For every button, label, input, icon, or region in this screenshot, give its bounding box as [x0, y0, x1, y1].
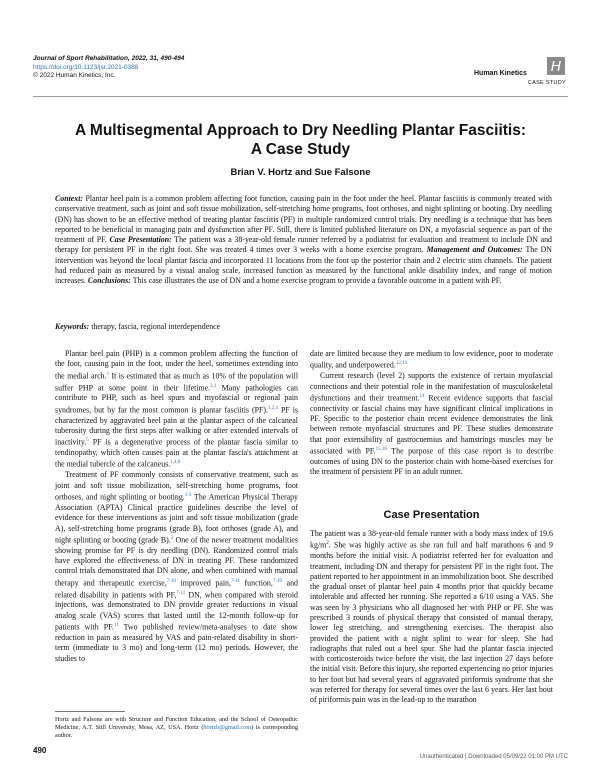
citation-ref[interactable]: 11: [113, 623, 119, 629]
intro-paragraph-3: Current research (level 2) supports the existence of certain myofascial connections and their potential role in the manifestation of musculoskeletal dysfunctions and their treatment.$^{14}$ Recent evidence supports that fascial connectivity or fascial chains may have significant clinical implications in PF. Specific to the posterior chain recent evidence demonstrates the link between remote myofascial structures and PF. These studies demonstrate that poor extensibility of gastrocnemius and hamstrings muscles may be associated with PF.$^{15,16}$ The purpose of this case report is to describe outcomes of using DN to the posterior chain with home-based exercises for the treatment of persistent PF in an adult runner.: [310, 371, 553, 477]
citation-ref[interactable]: 7-10: [272, 578, 282, 584]
right-column: [310, 349, 553, 477]
journal-citation: Journal of Sport Rehabilitation, 2022, 31, 490-494: [33, 55, 185, 62]
footnote-text-2: ) is corresponding author.: [55, 724, 298, 739]
keywords-label: Keywords:: [55, 322, 90, 331]
left-column: [55, 349, 298, 664]
citation-ref[interactable]: 1-3: [184, 492, 192, 498]
citation-ref[interactable]: 1,2,4: [268, 405, 278, 411]
citation-ref[interactable]: 7-11: [176, 590, 186, 596]
intro-paragraph-1: Plantar heel pain (PHP) is a common problem affecting the function of the foot, causing pain in the foot, under the heel, sometimes extending into the medial arch.$^1$ It is estimated that as much as 10% of the population will suffer PHP at some point in their lifetime.$^{2,3}$ Many pathologies can contribute to PHP, such as heel spurs and myofascial or regional pain syndromes, but by far the most common is plantar fasciitis (PF).$^{1,2,4}$ PF is characterized by aggravated heel pain at the plantar aspect of the calcaneal tuberosity during the first steps after walking or after extended intervals of inactivity.$^5$ PF is a degenerative process of the plantar fascia similar to tendinopathy, which often causes pain at the plantar fascia's attachment at the medial tubercle of the calcaneus.$^{1,4,6}$: [55, 349, 299, 470]
abstract-case-label: Case Presentation:: [109, 235, 172, 245]
keywords-list: therapy, fascia, regional interdependence: [91, 322, 221, 331]
citation-ref[interactable]: 12,13: [395, 361, 408, 367]
abstract-context-label: Context:: [55, 194, 84, 203]
author-footnote: [55, 716, 298, 740]
doi-link[interactable]: https://doi.org/10.1123/jsr.2021-0388: [33, 63, 139, 71]
article-title: [33, 121, 568, 159]
citation-ref[interactable]: 2,3: [210, 383, 217, 389]
title-line-1: A Multisegmental Approach to Dry Needling Plantar Fasciitis:: [74, 122, 526, 139]
intro-paragraph-2: Treatment of PF commonly consists of conservative treatment, such as joint and soft tissue mobilization, self-stretching home programs, foot orthoses, and night splinting or booting.$^{1-3}$ The American Physical Therapy Association (APTA) Clinical practice guidelines describe the level of evidence for these interventions as joint and soft tissue mobilization (grade A), self-stretching home programs (grade B), foot orthoses (grade A), and night splinting or booting (grade B).$^2$ One of the newer treatment modalities showing promise for PF is dry needling (DN). Randomized control trials have explored the effectiveness of DN in treating PF. These randomized control trials demonstrated that DN alone, and when combined with manual therapy and therapeutic exercise,$^{7-10}$ improved pain,$^{7-11}$ function,$^{7-10}$ and related disability in patients with PF,$^{7-11}$ DN, when compared with steroid injections, was demonstrated to DN provide greater reductions in visual analog scale (VAS) scores that lasted until the 12-month follow-up for patients with PF.$^{11}$ Two published review/meta-analyses to date show reduction in pain as measured by VAS and pain-related disability in short-term (immediate to 3 mo) and long-term (12 mo) periods. However, the studies to: [55, 470, 299, 663]
section-heading-case-presentation: Case Presentation: [383, 509, 480, 521]
authors: Brian V. Hortz and Sue Falsone: [230, 167, 371, 178]
article-type: CASE STUDY: [527, 80, 566, 86]
download-note: Unauthenticated | Downloaded 05/09/22 01:00 PM UTC: [419, 754, 568, 760]
citation-ref[interactable]: 2: [170, 535, 174, 541]
case-paragraph: The patient was a 38-year-old female runner with a body mass index of 19.6 $kg/m^2$. She was highly active as she ran full and half marathons 6 and 9 months before the initial visit. A podiatrist referred her for evaluation and treatment, including DN and therapy for persistent PF in the right foot. The patient reported to her appointment in an immobilization boot. She described the gradual onset of plantar heel pain 4 months prior that quickly became intolerable and affected her running. She reported a 6/10 using a VAS. She was seen by 3 physicians who all diagnosed her with PHP or PF. She was prescribed 3 rounds of physical therapy that consisted of manual therapy, lower leg stretching, and strengthening exercises. The therapist also provided the patient with a night splint to wear for sleep. She had radiographs that ruled out a heel spur. She had the plantar fascia injected with corticosteroids twice before the visit, the last injection 27 days before the initial visit. Before this injury, she reported experiencing no prior injuries to her foot but had several years of aggravated piriformis syndrome that she was referred for therapy for several times over the last 6 years. Her last bout of piriformis pain was in the lead-up to the marathon: [310, 529, 554, 705]
citation-ref[interactable]: 7-10: [166, 578, 176, 584]
intro-continued: date are limited because they are medium to low evidence, poor to moderate quality, and underpowered.$^{12,13}$: [310, 349, 553, 370]
abstract-case: The patient was a 38-year-old female runner referred by a podiatrist for evaluation and treatment to include DN and therapy for persistent PF in the right foot. She was treated 4 times over 3 weeks with a home exercise program.: [55, 235, 552, 255]
abstract-mgmt-label: Management and Outcomes:: [426, 245, 523, 255]
abstract-mgmt: The DN intervention was beyond the local plantar fascia and incorporated 11 locations from the foot up the posterior chain and 2 electric stim channels. The patient had reduced pain as measured by a visual analog scale, increased function as measured by the functional ankle disability index, and range of motion increases.: [55, 245, 552, 286]
publisher-logo: [474, 54, 568, 90]
header-rule: [33, 96, 568, 97]
abstract-concl-label: Conclusions:: [87, 276, 131, 286]
superscript: 2: [326, 541, 329, 547]
citation-ref[interactable]: 5: [86, 438, 89, 444]
citation-ref[interactable]: 7-11: [230, 578, 240, 584]
author-email-link[interactable]: hortzb@gmail.com: [203, 724, 252, 731]
hk-logo-icon: 𝘏: [547, 57, 565, 75]
case-presentation-body: [310, 529, 553, 706]
citation-ref[interactable]: 15,16: [375, 446, 387, 452]
keywords: [55, 322, 552, 331]
abstract-concl: This case illustrates the use of DN and a home exercise program to provide a favorable outcome in a patient with PF.: [132, 276, 502, 286]
copyright: © 2022 Human Kinetics, Inc.: [33, 72, 116, 80]
abstract: [55, 194, 552, 287]
citation-ref[interactable]: 1,4,6: [170, 460, 181, 466]
citation-ref[interactable]: 14: [419, 393, 425, 399]
page-number: 490: [33, 746, 47, 755]
title-line-2: A Case Study: [250, 141, 351, 158]
publisher-name: Human Kinetics: [474, 70, 527, 77]
citation-ref[interactable]: 1: [106, 371, 110, 377]
journal-header: [33, 55, 184, 81]
footnote-rule: [55, 711, 125, 712]
footnote-text: Hortz and Falsone are with Structure and Function Education, and the School of Osteopathic Medicine, A.T. Still University, Mesa, AZ, USA. Hortz (: [55, 716, 298, 731]
abstract-context: Plantar heel pain is a common problem affecting foot function, causing pain in the foot under the heel. Plantar fasciitis is commonly treated with conservative treatment, such as joint and soft tissue mobilization, self-stretching home programs, foot orthoses, and night splinting or booting. Dry needling (DN) has shown to be an effective method of treating plantar fasciitis (PF) in multiple randomized control trials. Dry needling is a technique that has been reported to be beneficial in managing pain and dysfunction after PF. Still, there is limited published literature on DN, a myofascial sequence as part of the treatment of PF.: [55, 194, 552, 245]
